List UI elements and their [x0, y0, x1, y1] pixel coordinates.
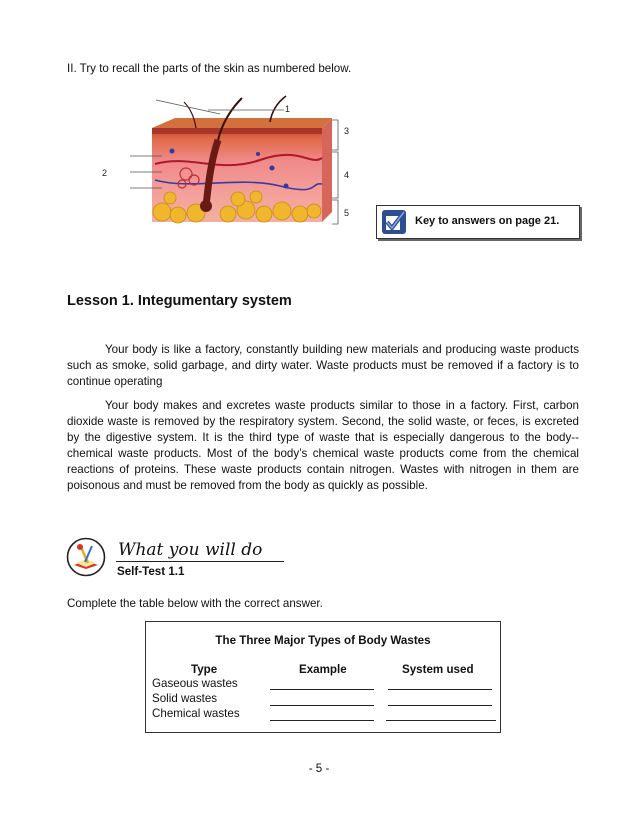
- header-type: Type: [191, 663, 218, 676]
- activity-heading: What you will do: [118, 540, 263, 560]
- paragraph-2-text: Your body makes and excretes waste products similar to those in a factory. First, carbon dioxide waste is removed by the respiratory system. Second, the solid waste, or feces, is excreted by the digestive system. It is the third type of waste that is especially dangerous to the body--chemical waste products. Most of the body’s chemical waste products come from the chemical reactions of proteins. These waste products contain nitrogen. Wastes with nitrogen in them are poisonous and must be removed from the body as quickly as possible.: [67, 399, 579, 492]
- self-test-label: Self-Test 1.1: [117, 565, 185, 578]
- activity-icon: [66, 537, 106, 577]
- header-system: System used: [402, 663, 474, 676]
- row-gaseous: Gaseous wastes: [152, 677, 238, 690]
- wastes-table: [145, 621, 501, 733]
- table-instruction: Complete the table below with the correct answer.: [67, 597, 323, 610]
- diagram-label-4: 4: [344, 170, 350, 180]
- diagram-label-3: 3: [344, 126, 350, 136]
- system-blank-1[interactable]: [388, 689, 492, 690]
- example-blank-2[interactable]: [270, 705, 374, 706]
- lesson-title: Lesson 1. Integumentary system: [67, 293, 292, 309]
- answer-key-text: Key to answers on page 21.: [415, 215, 560, 227]
- instruction-text: II. Try to recall the parts of the skin as numbered below.: [67, 62, 352, 75]
- table-title: The Three Major Types of Body Wastes: [215, 634, 431, 647]
- row-solid: Solid wastes: [152, 692, 218, 705]
- header-example: Example: [299, 663, 347, 676]
- checkmark-icon: [381, 209, 407, 235]
- diagram-label-5: 5: [344, 208, 350, 218]
- diagram-label-2: 2: [102, 168, 108, 178]
- row-chemical: Chemical wastes: [152, 707, 240, 720]
- page-number: - 5 -: [308, 762, 330, 775]
- example-blank-3[interactable]: [270, 720, 374, 721]
- system-blank-3[interactable]: [386, 720, 496, 721]
- answer-key-box: [376, 205, 580, 239]
- paragraph-1-text: Your body is like a factory, constantly building new materials and producing waste products such as smoke, solid garbage, and dirty water. Waste products must be removed if a factory is to continue operating: [67, 343, 579, 388]
- heading-underline: [116, 561, 284, 562]
- skin-diagram: [100, 94, 362, 244]
- diagram-label-1: 1: [285, 104, 291, 114]
- example-blank-1[interactable]: [270, 689, 374, 690]
- paragraph-2: [67, 398, 579, 494]
- system-blank-2[interactable]: [388, 705, 492, 706]
- paragraph-1: [67, 342, 579, 390]
